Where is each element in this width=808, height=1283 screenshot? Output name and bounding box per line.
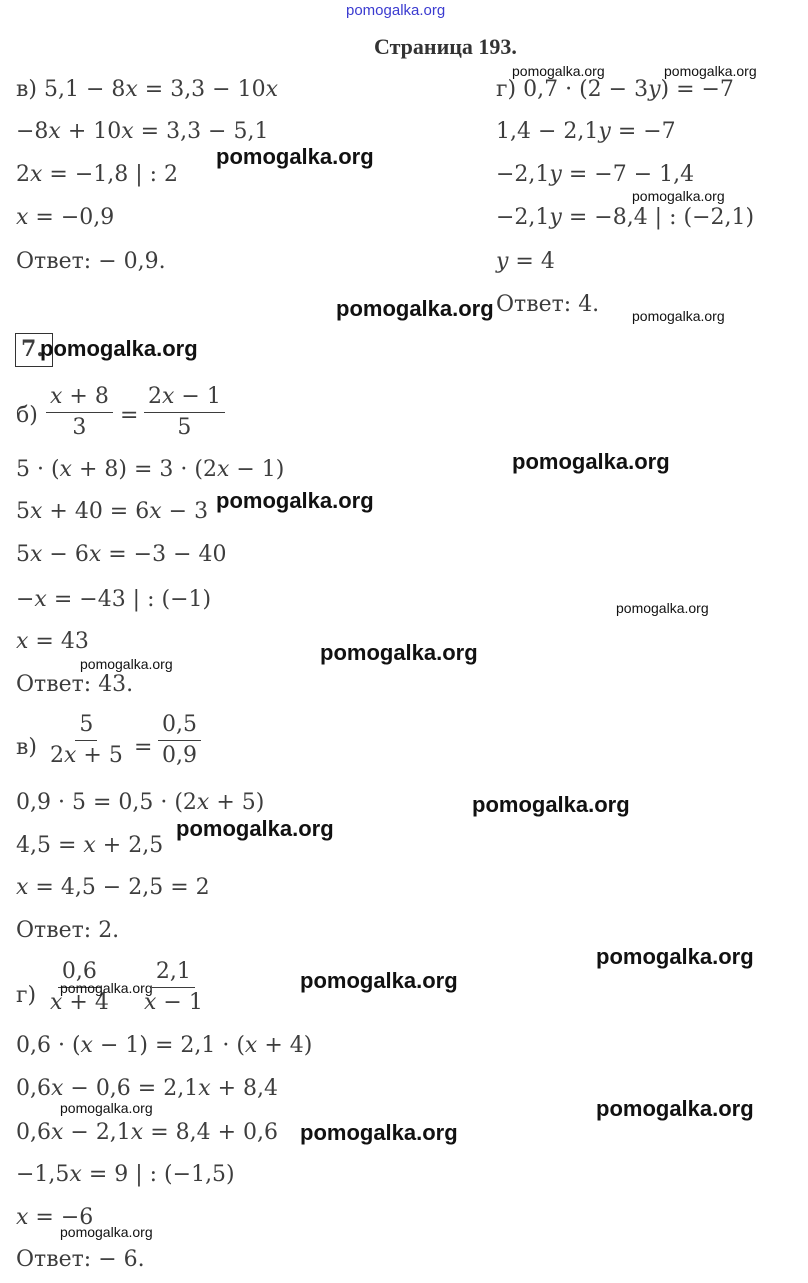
task-number: 7. (21, 336, 44, 362)
watermark: pomogalka.org (512, 449, 670, 474)
watermark: pomogalka.org (176, 816, 334, 841)
watermark: pomogalka.org (216, 144, 374, 169)
g-denominator-left: 𝑥 + 4 (50, 990, 109, 1015)
left-v-line-3: 2𝑥 = −1,8 | : 2 (16, 162, 179, 187)
page-title: Страница 193. (374, 34, 517, 59)
v-line-1: 0,9 · 5 = 0,5 · (2𝑥 + 5) (16, 790, 265, 815)
watermark: pomogalka.org (596, 944, 754, 969)
b-line-5: 𝑥 = 43 (16, 629, 89, 654)
watermark: pomogalka.org (320, 640, 478, 665)
v-fraction-right (158, 710, 201, 771)
g-line-2: 0,6𝑥 − 0,6 = 2,1𝑥 + 8,4 (16, 1076, 279, 1101)
watermark: pomogalka.org (60, 1224, 153, 1240)
right-g-line-4: −2,1𝑦 = −8,4 | : (−2,1) (496, 205, 755, 230)
v-line-2: 4,5 = 𝑥 + 2,5 (16, 833, 164, 858)
g-numerator-right: 2,1 (152, 957, 195, 988)
g-label: г) (16, 983, 37, 1008)
b-numerator-right: 2𝑥 − 1 (144, 382, 225, 413)
g-line-3: 0,6𝑥 − 2,1𝑥 = 8,4 + 0,6 (16, 1120, 279, 1145)
b-label: б) (16, 403, 38, 428)
watermark: pomogalka.org (336, 296, 494, 321)
right-g-line-1: г) 0,7 · (2 − 3𝑦) = −7 (496, 77, 734, 102)
watermark: pomogalka.org (300, 968, 458, 993)
v-equals: = (134, 735, 153, 760)
b-answer: Ответ: 43. (16, 672, 134, 697)
b-equals: = (120, 403, 139, 428)
v-answer: Ответ: 2. (16, 918, 120, 943)
watermark: pomogalka.org (60, 980, 153, 996)
watermark: pomogalka.org (596, 1096, 754, 1121)
b-line-1: 5 · (𝑥 + 8) = 3 · (2𝑥 − 1) (16, 457, 285, 482)
b-line-4: −𝑥 = −43 | : (−1) (16, 587, 212, 612)
right-g-answer: Ответ: 4. (496, 292, 600, 317)
v-denominator-left: 2𝑥 + 5 (50, 743, 123, 768)
v-line-3: 𝑥 = 4,5 − 2,5 = 2 (16, 875, 210, 900)
g-line-5: 𝑥 = −6 (16, 1205, 94, 1230)
watermark: pomogalka.org (216, 488, 374, 513)
g-line-4: −1,5𝑥 = 9 | : (−1,5) (16, 1162, 235, 1187)
b-numerator-left: 𝑥 + 8 (46, 382, 113, 413)
watermark: pomogalka.org (472, 792, 630, 817)
watermark: pomogalka.org (80, 656, 173, 672)
watermark: pomogalka.org (632, 188, 725, 204)
left-v-line-1: в) 5,1 − 8𝑥 = 3,3 − 10𝑥 (16, 77, 279, 102)
watermark: pomogalka.org (512, 63, 605, 79)
watermark: pomogalka.org (632, 308, 725, 324)
right-g-line-3: −2,1𝑦 = −7 − 1,4 (496, 162, 695, 187)
v-denominator-right: 0,9 (162, 743, 197, 768)
v-numerator-left: 5 (75, 710, 97, 741)
g-denominator-right: 𝑥 − 1 (144, 990, 203, 1015)
left-v-line-4: 𝑥 = −0,9 (16, 205, 115, 230)
right-g-line-2: 1,4 − 2,1𝑦 = −7 (496, 119, 676, 144)
watermark: pomogalka.org (40, 336, 198, 361)
g-answer: Ответ: − 6. (16, 1247, 145, 1272)
g-line-1: 0,6 · (𝑥 − 1) = 2,1 · (𝑥 + 4) (16, 1033, 313, 1058)
right-g-line-5: 𝑦 = 4 (496, 249, 555, 274)
b-fraction-right (144, 382, 225, 443)
watermark: pomogalka.org (60, 1100, 153, 1116)
b-denominator-left: 3 (72, 415, 87, 440)
watermark: pomogalka.org (300, 1120, 458, 1145)
v-numerator-right: 0,5 (158, 710, 201, 741)
left-v-answer: Ответ: − 0,9. (16, 249, 166, 274)
b-line-3: 5𝑥 − 6𝑥 = −3 − 40 (16, 542, 227, 567)
v-fraction-left (46, 710, 127, 771)
v-label: в) (16, 735, 37, 760)
b-line-2: 5𝑥 + 40 = 6𝑥 − 3 (16, 499, 209, 524)
b-denominator-right: 5 (177, 415, 192, 440)
watermark: pomogalka.org (664, 63, 757, 79)
watermark: pomogalka.org (616, 600, 709, 616)
watermark-top: pomogalka.org (346, 2, 446, 19)
left-v-line-2: −8𝑥 + 10𝑥 = 3,3 − 5,1 (16, 119, 269, 144)
g-numerator-left: 0,6 (58, 957, 101, 988)
b-fraction-left (46, 382, 113, 443)
